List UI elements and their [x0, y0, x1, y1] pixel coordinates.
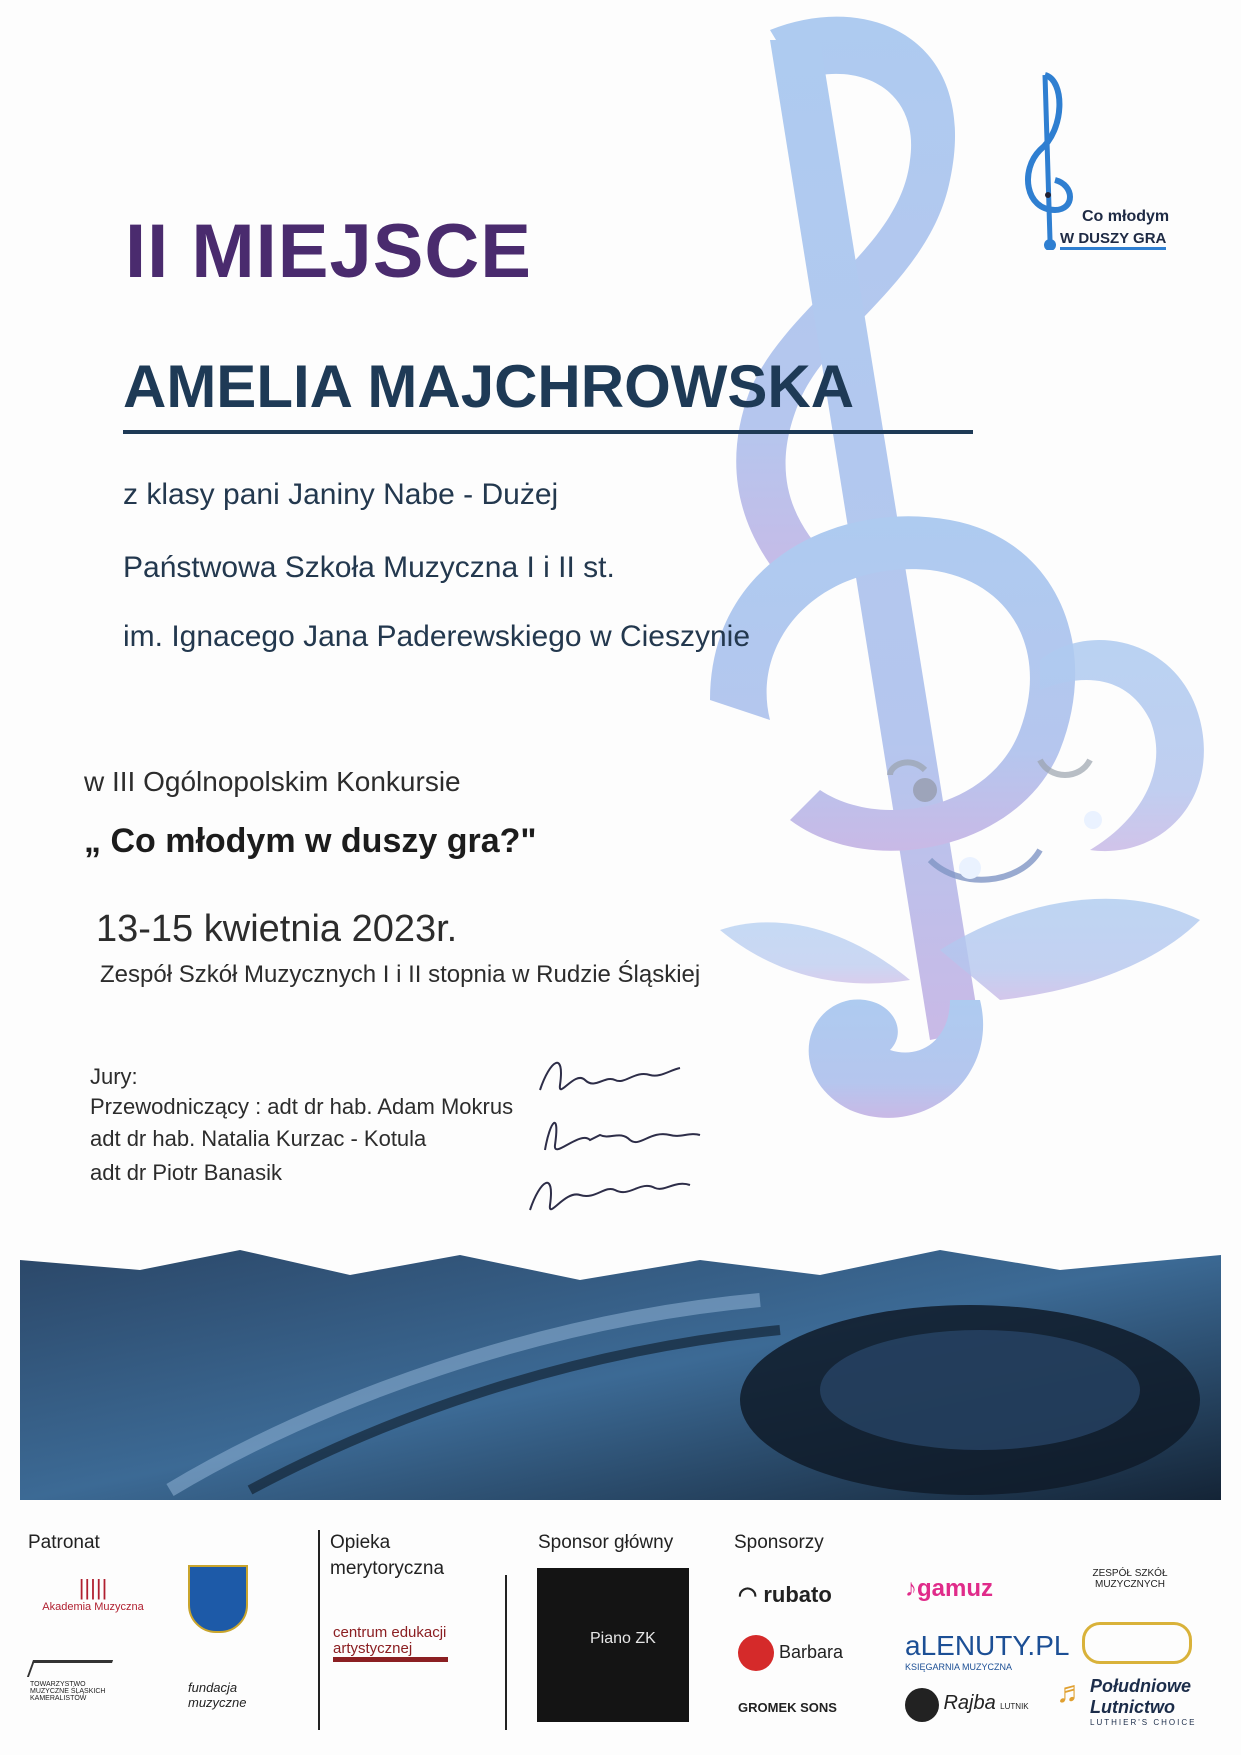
- rajba-logo: [905, 1688, 1029, 1722]
- rajba-small-label: LUTNIK: [1000, 1702, 1029, 1712]
- logo-line2: W DUSZY GRA: [1060, 230, 1166, 250]
- jury-member: Przewodniczący : adt dr hab. Adam Mokrus: [90, 1094, 514, 1119]
- teacher-line: z klasy pani Janiny Nabe - Dużej: [123, 478, 559, 511]
- violin-banner-image: [20, 1240, 1221, 1500]
- alenuty-logo: [905, 1630, 1069, 1672]
- treble-clef-mascot-icon: [1010, 70, 1080, 250]
- fundacja-logo: fundacja muzyczne: [188, 1680, 247, 1710]
- zespol-logo: ZESPÓŁ SZKÓŁ MUZYCZNYCH: [1092, 1568, 1168, 1590]
- jury-signatures: [520, 1040, 720, 1230]
- poludniowe-logo: [1056, 1676, 1197, 1727]
- place-title: II MIEJSCE: [125, 209, 532, 294]
- school-name-line: im. Ignacego Jana Paderewskiego w Cieszynie: [123, 620, 750, 653]
- divider: [505, 1575, 507, 1730]
- towarzystwo-logo: [30, 1660, 110, 1702]
- competition-logo: [1010, 70, 1180, 260]
- competition-dates: 13-15 kwietnia 2023r.: [96, 908, 458, 950]
- rubato-logo: [738, 1582, 832, 1608]
- jury-label: Jury:: [90, 1064, 138, 1089]
- rubato-label: rubato: [763, 1582, 832, 1607]
- barbara-label: Barbara: [779, 1641, 844, 1662]
- akademia-label: Akademia Muzyczna: [42, 1601, 144, 1613]
- school-line: Państwowa Szkoła Muzyczna I i II st.: [123, 551, 615, 584]
- gold-oval-logo: [1082, 1622, 1192, 1664]
- gromek-logo: GROMEK SONS: [738, 1700, 837, 1715]
- rajba-icon: [905, 1688, 939, 1722]
- rubato-icon: ◠: [738, 1582, 764, 1607]
- coat-of-arms-icon: [188, 1565, 248, 1633]
- music-note-icon: ♪: [905, 1575, 917, 1602]
- gamuz-label: gamuz: [917, 1575, 994, 1602]
- jury-member: adt dr hab. Natalia Kurzac - Kotula: [90, 1126, 427, 1151]
- poludniowe-label1: Południowe: [1090, 1676, 1191, 1696]
- piano-zk-label: Piano ZK: [590, 1630, 656, 1647]
- barbara-icon: [738, 1635, 774, 1671]
- akademia-logo: ||||| Akademia Muzyczna: [28, 1575, 158, 1613]
- competition-venue: Zespół Szkół Muzycznych I i II stopnia w Rudzie Śląskiej: [100, 961, 701, 988]
- gamuz-logo: [905, 1575, 993, 1603]
- towarzystwo-label: TOWARZYSTWO MUZYCZNE ŚLĄSKICH KAMERALISTÓW: [30, 1681, 106, 1702]
- alenuty-sublabel: KSIĘGARNIA MUZYCZNA: [905, 1662, 1013, 1672]
- logo-line1: Co młodym: [1082, 208, 1170, 225]
- competition-name: „ Co młodym w duszy gra?": [84, 822, 537, 860]
- competition-intro: w III Ogólnopolskim Konkursie: [84, 766, 461, 797]
- barbara-logo: [738, 1635, 843, 1671]
- luthiers-label: LUTHIER'S CHOICE: [1090, 1718, 1197, 1727]
- poludniowe-label2: Lutnictwo: [1090, 1697, 1175, 1717]
- sponsors-heading: Sponsorzy: [734, 1532, 824, 1553]
- patronat-heading: Patronat: [28, 1532, 100, 1553]
- alenuty-label: aLENUTY.PL: [905, 1630, 1070, 1661]
- centrum-label: centrum edukacji artystycznej: [333, 1624, 447, 1657]
- divider: [318, 1530, 320, 1730]
- jury-member: adt dr Piotr Banasik: [90, 1160, 282, 1185]
- student-name: AMELIA MAJCHROWSKA: [123, 353, 855, 420]
- rajba-label: Rajba: [943, 1692, 996, 1715]
- name-underline: [123, 430, 973, 434]
- guitar-icon: ♬: [1056, 1676, 1086, 1709]
- main-sponsor-heading: Sponsor główny: [538, 1532, 674, 1553]
- opieka-heading: Opieka merytoryczna: [330, 1532, 445, 1579]
- centrum-logo: [333, 1625, 448, 1662]
